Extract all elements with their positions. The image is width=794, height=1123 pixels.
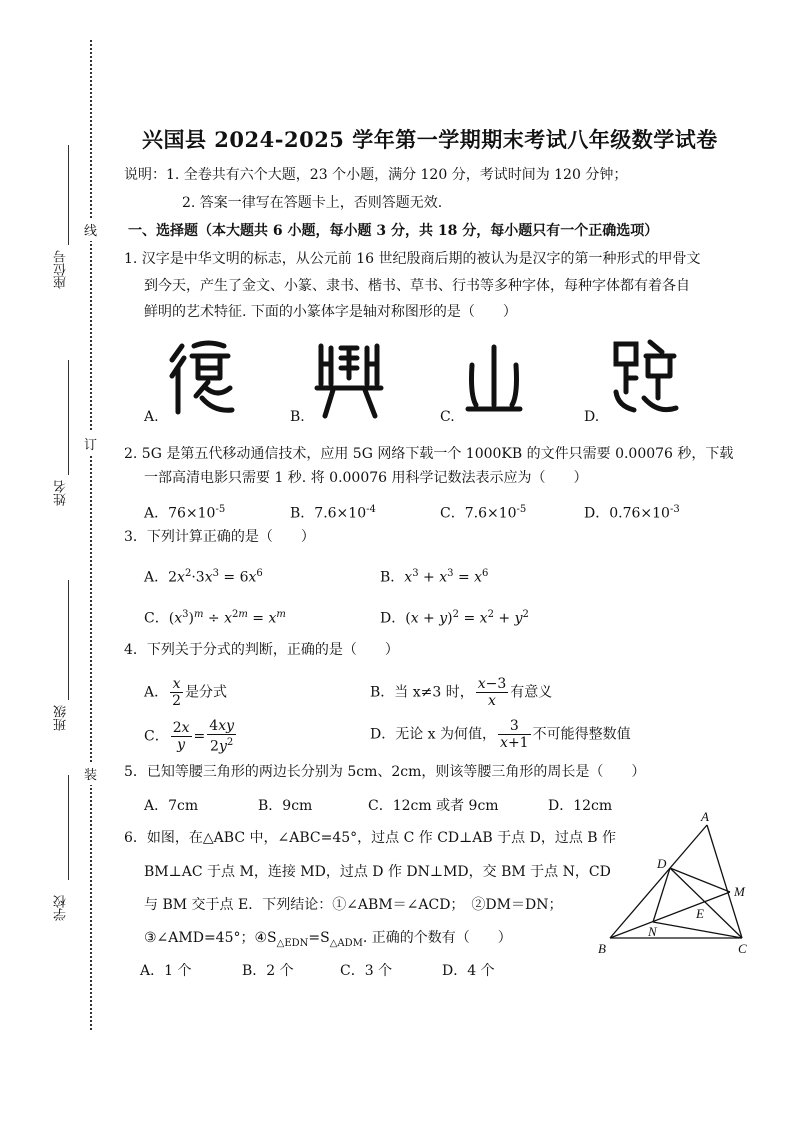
- seat-underline: [68, 145, 69, 245]
- segment-dn: [653, 868, 670, 922]
- q2-option-b: B．$7.6\times 10^{-4}$: [290, 504, 376, 522]
- notes-line-1: 说明：1. 全卷共有六个大题，23 个小题，满分 120 分，考试时间为 120 分钟；: [124, 167, 628, 183]
- q6-line-1: 6．如图，在△ABC 中，∠ABC=45°，过点 C 作 CD⊥AB 于点 D，过点 B 作: [124, 830, 617, 846]
- label-b: B: [598, 941, 606, 956]
- seal-glyph-a-image: [168, 338, 238, 418]
- q5-option-c: C．12cm 或者 9cm: [368, 798, 499, 814]
- q4-option-b: B．当 x≠3 时， $\frac{x-3}{x}$ 有意义: [370, 676, 553, 709]
- q3-option-b: B．$x^3 + x^3 = x^6$: [380, 568, 489, 586]
- seal-glyph-d-image: [610, 336, 680, 418]
- section-1-header: 一、选择题（本大题共 6 小题，每小题 3 分，共 18 分，每小题只有一个正确选项）: [128, 223, 659, 239]
- q3-stem: 3．下列计算正确的是（ ）: [124, 529, 315, 545]
- q5-stem: 5．已知等腰三角形的两边长分别为 5cm、2cm，则该等腰三角形的周长是（ ）: [124, 764, 646, 780]
- q4-option-d: D．无论 x 为何值， $\frac{3}{x+1}$ 不可能得整数值: [370, 718, 631, 751]
- seal-mark-bind: 订: [84, 432, 97, 455]
- q5-option-a: A．7cm: [144, 798, 199, 814]
- label-n: N: [648, 924, 657, 939]
- segment-bm: [610, 892, 730, 938]
- binding-dotted-line: [90, 40, 92, 1030]
- seal-glyph-b-image: [313, 338, 385, 420]
- q6-option-b: B．2 个: [242, 963, 294, 979]
- q4-option-a: A． $\frac{x}{2}$ 是分式: [144, 676, 228, 709]
- q2-option-a: A．$76\times 10^{-5}$: [144, 504, 226, 522]
- q1-line-2: 到今天，产生了金文、小篆、隶书、楷书、草书、行书等多种字体，每种字体都有着各自: [144, 278, 690, 294]
- q6-option-a: A．1 个: [140, 963, 192, 979]
- q5-option-b: B．9cm: [258, 798, 313, 814]
- school-label: 学校: [54, 895, 69, 921]
- seat-label: 座位号: [54, 250, 69, 289]
- notes-line-2: 2. 答案一律写在答题卡上，否则答题无效.: [182, 195, 443, 211]
- exam-title: 兴国县 2024-2025 学年第一学期期末考试八年级数学试卷: [142, 127, 718, 152]
- q6-line-2: BM⊥AC 于点 M，连接 MD，过点 D 作 DN⊥MD，交 BM 于点 N，CD: [144, 864, 611, 880]
- q6-option-c: C．3 个: [340, 963, 393, 979]
- q1-option-c-label: C.: [440, 409, 455, 425]
- label-d: D: [657, 856, 667, 871]
- label-a: A: [701, 810, 709, 824]
- q3-option-c: C．$(x^3)^m \div x^{2m} = x^m$: [144, 609, 286, 627]
- school-underline: [68, 775, 69, 880]
- q1-option-b-label: B.: [290, 409, 305, 425]
- label-m: M: [734, 884, 745, 899]
- name-label: 姓名: [54, 480, 69, 506]
- name-underline: [68, 360, 69, 475]
- q1-line-3: 鲜明的艺术特征. 下面的小篆体字是轴对称图形的是（ ）: [144, 304, 517, 320]
- seal-mark-pack: 装: [84, 762, 97, 785]
- q6-line-4: ③∠AMD=45°；$④S_{\triangle EDN}=S_{\triangle ADM}$. 正确的个数有（ ）: [144, 930, 512, 949]
- q2-line-2: 一部高清电影只需要 1 秒. 将 0.00076 用科学记数法表示应为（ ）: [144, 470, 588, 486]
- q2-line-1: 2. 5G 是第五代移动通信技术，应用 5G 网络下载一个 1000KB 的文件只需要 0.00076 秒，下载: [124, 446, 734, 462]
- seal-mark-line: 线: [84, 218, 97, 241]
- q1-option-a-label: A.: [144, 409, 159, 425]
- label-c: C: [738, 941, 747, 956]
- q1-line-1: 1. 汉字是中华文明的标志，从公元前 16 世纪殷商后期的被认为是汉字的第一种形式的甲骨文: [124, 251, 701, 267]
- q6-line-3: 与 BM 交于点 E．下列结论：①∠ABM＝∠ACD； ②DM＝DN；: [144, 897, 563, 913]
- q2-option-d: D．$0.76\times 10^{-3}$: [584, 504, 680, 522]
- class-underline: [68, 580, 69, 700]
- q3-option-a: A．$2x^2\cdot 3x^3 = 6x^6$: [144, 568, 263, 586]
- class-label: 班级: [54, 705, 69, 731]
- q6-option-d: D．4 个: [442, 963, 495, 979]
- seal-glyph-c-image: [462, 343, 526, 417]
- q6-triangle-figure: [590, 810, 770, 960]
- q3-option-d: D．$(x + y)^2 = x^2 + y^2$: [380, 609, 529, 627]
- label-e: E: [696, 906, 704, 921]
- q2-option-c: C．$7.6\times 10^{-5}$: [440, 504, 527, 522]
- q1-option-d-label: D.: [584, 409, 600, 425]
- q4-stem: 4．下列关于分式的判断，正确的是（ ）: [124, 642, 399, 658]
- edge-ab: [610, 825, 707, 938]
- q5-option-d: D．12cm: [548, 798, 613, 814]
- q4-option-c: C． $\frac{2x}{y}$ = $\frac{4xy}{2y^2}$: [144, 718, 235, 755]
